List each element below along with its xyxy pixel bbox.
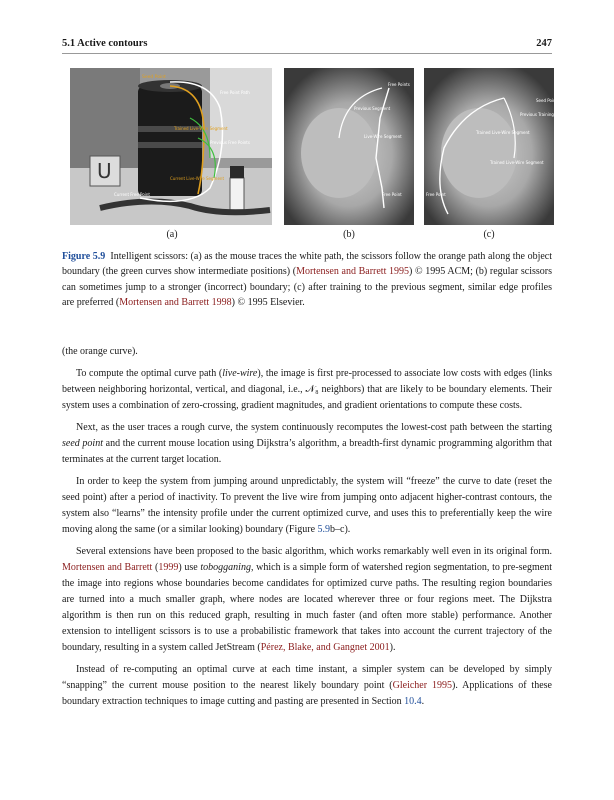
annot-free-point-c: Free Point bbox=[426, 192, 446, 197]
page-number: 247 bbox=[536, 38, 552, 49]
paragraph-text: ), the image is first pre-processed to associate low costs with edges (links between neighboring horizontal, vertical, and diagonal, i.e., 𝒩₈ neighbors) that are likely to be boundary elements. Their system uses a combination of zero-crossing, gradient magnitudes, and gradient orientations to compute these costs. bbox=[62, 368, 553, 411]
figure-caption bbox=[62, 249, 552, 310]
paragraph-text: ). bbox=[389, 642, 396, 653]
body-text bbox=[62, 344, 552, 716]
paragraph bbox=[62, 344, 552, 360]
paragraph bbox=[62, 420, 552, 468]
section-title: 5.1 Active contours bbox=[62, 38, 148, 49]
panel-label-c: (c) bbox=[483, 229, 495, 240]
header-rule bbox=[62, 53, 552, 54]
term-live-wire: live-wire bbox=[222, 368, 258, 379]
annot-previous-training: Previous Training Segment bbox=[520, 112, 574, 117]
paragraph-text: and the current mouse location using Dijkstra’s algorithm, a breadth-first dynamic programming algorithm that terminates at the current target location. bbox=[62, 438, 552, 465]
paragraph bbox=[62, 474, 552, 538]
citation-link[interactable]: Mortensen and Barrett 1995 bbox=[296, 266, 410, 278]
paragraph-text: ) bbox=[178, 562, 182, 573]
citation-link[interactable]: Pérez, Blake, and Gangnet 2001 bbox=[260, 642, 390, 653]
section-link[interactable]: 10.4 bbox=[404, 696, 422, 707]
annot-current-free-point: Current Free Point bbox=[114, 192, 150, 197]
figure-link[interactable]: 5.9 bbox=[317, 524, 331, 535]
annot-trained-segment: Trained Live-Wire Segment bbox=[490, 160, 544, 165]
paragraph-text: . bbox=[421, 696, 425, 707]
running-header bbox=[62, 38, 552, 52]
annot-live-wire-segment: Live-Wire Segment bbox=[364, 134, 402, 139]
paragraph-text: ( bbox=[155, 562, 159, 573]
figure-panel-c bbox=[424, 68, 574, 225]
paragraph bbox=[62, 366, 552, 414]
annot-trained-live-wire: Trained Live-Wire Segment bbox=[174, 126, 228, 131]
annot-free-point-b: Free Point bbox=[382, 192, 402, 197]
caption-text-2: ) © 1995 ACM; (b) regular scissors can sometimes jump to a stronger (incorrect) boundary; (c) after training to the previous segment, similar edge profiles are preferred ( bbox=[62, 266, 552, 308]
paragraph-text: Instead of re-computing an optimal curve at each time instant, a simpler system can be developed by simply “snapping” the current mouse position to the nearest likely boundary point ( bbox=[62, 664, 552, 691]
figure-panel-b bbox=[284, 68, 414, 225]
svg-text:U: U bbox=[97, 159, 112, 183]
figure-panel-a bbox=[70, 68, 272, 225]
paragraph-text: Several extensions have been proposed to the basic algorithm, which works remarkably well even in its original form. bbox=[76, 546, 552, 557]
paragraph-text: , which is a simple form of watershed region segmentation, to pre-segment the image into regions whose boundaries become candidates for optimized curve paths. The resulting region boundaries are turned into a much smaller graph, where nodes are located wherever three or four regions meet. The Dijkstra algorithm is then run on this reduced graph, resulting in much faster (and often more stable) performance. Another extension to intelligent scissors is to use a probabilistic framework that takes into account the current trajectory of the boundary, resulting in a system called JetStream ( bbox=[62, 562, 552, 653]
paragraph-text: use bbox=[181, 562, 201, 573]
term-seed-point: seed point bbox=[62, 438, 103, 449]
annot-current-live-wire: Current Live-Wire Segment bbox=[170, 176, 225, 181]
panel-label-a: (a) bbox=[166, 229, 178, 240]
caption-text-3: ) © 1995 Elsevier. bbox=[231, 296, 305, 308]
figure-label: Figure 5.9 bbox=[62, 251, 106, 262]
annot-free-point-path: Free Point Path bbox=[220, 90, 250, 95]
paragraph-text: b–c). bbox=[330, 524, 351, 535]
paragraph bbox=[62, 662, 552, 710]
term-tobogganing: tobogganing bbox=[200, 562, 251, 573]
paragraph-text: To compute the optimal curve path ( bbox=[76, 368, 223, 379]
citation-link[interactable]: Mortensen and Barrett bbox=[62, 562, 153, 573]
annot-free-points: Free Points bbox=[388, 82, 410, 87]
annot-seed-point: Seed Point bbox=[142, 75, 166, 80]
annot-previous-segment: Previous Segment bbox=[354, 106, 391, 111]
panel-label-b: (b) bbox=[343, 229, 355, 240]
paragraph bbox=[62, 544, 552, 656]
annot-seed-point-c: Seed Point bbox=[536, 98, 558, 103]
citation-link[interactable]: Gleicher 1995 bbox=[392, 680, 452, 691]
paragraph-text: ). Applications of these boundary extraction techniques to image cutting and pasting are presented in Section bbox=[62, 680, 552, 707]
citation-link[interactable]: 1999 bbox=[158, 562, 179, 573]
paragraph-text: Next, as the user traces a rough curve, the system continuously recomputes the lowest-cost path between the starting bbox=[76, 422, 552, 433]
annot-previous-free-points: Previous Free Points bbox=[210, 140, 250, 145]
citation-link[interactable]: Mortensen and Barrett 1998 bbox=[119, 296, 232, 308]
annot-trained-live-wire-c: Trained Live-Wire Segment bbox=[476, 130, 530, 135]
paragraph-text: (the orange curve). bbox=[62, 346, 138, 357]
paragraph-text: In order to keep the system from jumping around unpredictably, the system will “freeze” the curve to date (reset the seed point) after a period of inactivity. To prevent the live wire from jumping onto adjacent higher-contrast contours, the system also “learns” the intensity profile under the current optimized curve, and uses this to preferentially keep the wire moving along the same (or a similar looking) boundary (Figure bbox=[62, 476, 552, 535]
caption-text-1: Intelligent scissors: (a) as the mouse traces the white path, the scissors follow the orange path along the object boundary (the green curves show intermediate positions) ( bbox=[62, 251, 553, 278]
